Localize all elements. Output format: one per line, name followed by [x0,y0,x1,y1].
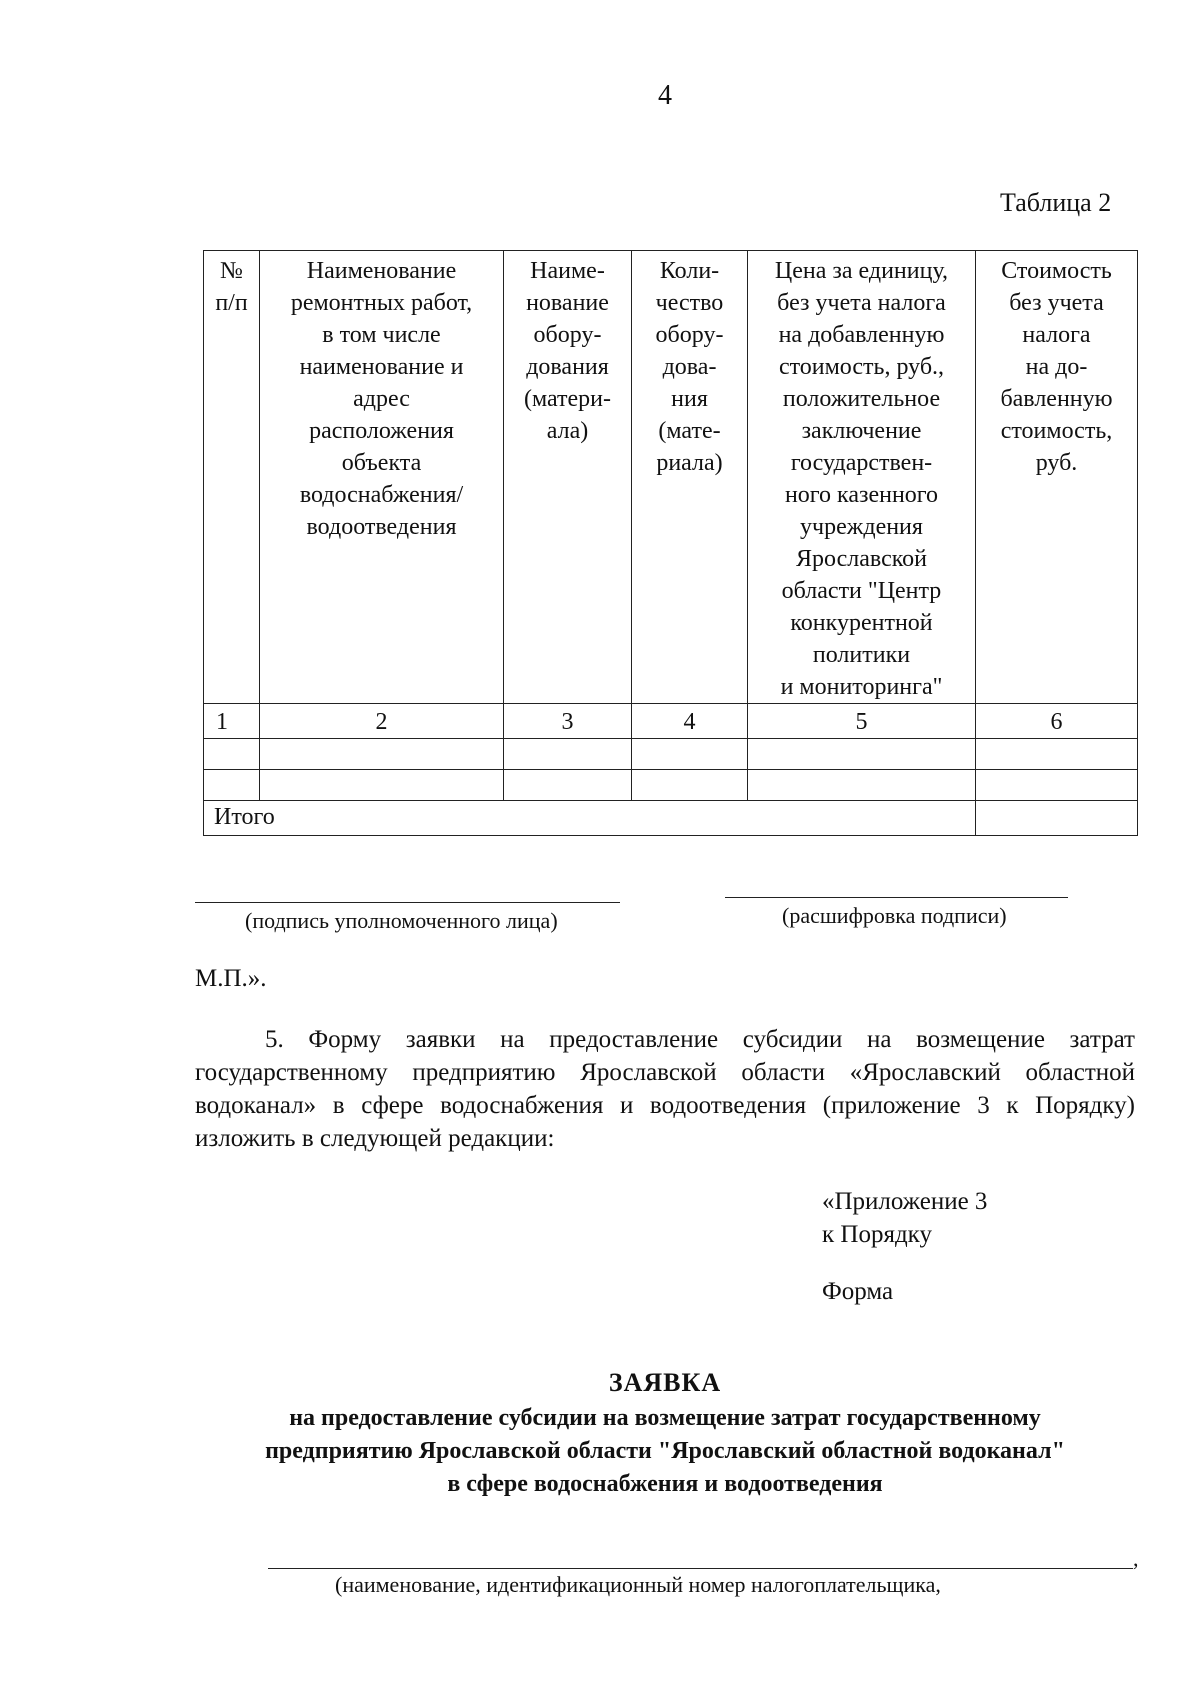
page-number: 4 [658,80,672,111]
column-number: 1 [204,704,260,739]
table-cell [260,739,504,770]
table-cell [504,770,632,801]
appendix-reference [822,1185,987,1251]
column-number-row [204,704,1138,739]
applicant-name-caption: (наименование, идентификационный номер налогоплательщика, [335,1572,941,1597]
amendment-paragraph: 5. Форму заявки на предоставление субсидии на возмещение затрат государственному предприятию Ярославской области «Ярославский областной водоканал» в сфере водоснабжения и водоотведения (приложение 3 к Порядку) изложить в следующей редакции: [195,1026,1135,1152]
column-number: 3 [504,704,632,739]
total-value-cell [976,801,1138,836]
header-cell-works: Наименование ремонтных работ, в том числе наименование и адрес расположения объекта водоснабжения/ водоотведения [260,251,504,704]
application-title: ЗАЯВКА [608,1368,722,1397]
signature-caption: (подпись уполномоченного лица) [245,908,558,933]
table-cell [976,739,1138,770]
applicant-name-line [268,1568,1133,1569]
table-cell [260,770,504,801]
table-caption: Таблица 2 [1000,188,1112,217]
table-cell [976,770,1138,801]
header-cell-cost: Стоимость без учета налога на до- бавленную стоимость, руб. [976,251,1138,704]
signature-decode-caption: (расшифровка подписи) [782,903,1007,928]
header-cell-unit-price: Цена за единицу, без учета налога на добавленную стоимость, руб., положительное заключение государствен- ного казенного учреждения Ярославской области "Центр конкурентной политики и мониторинга" [748,251,976,704]
column-number: 4 [632,704,748,739]
table-cell [504,739,632,770]
line-suffix: , [1133,1546,1139,1571]
header-cell-quantity: Коли- чество обору- дова- ния (мате- риала) [632,251,748,704]
table-cell [632,739,748,770]
appendix-line: «Приложение 3 [822,1188,988,1215]
table-cell [204,770,260,801]
signature-line [195,902,620,903]
table-header-row [204,251,1138,704]
data-table [203,250,1138,836]
table-row-empty [204,739,1138,770]
table-cell [748,739,976,770]
stamp-label: М.П.». [195,965,267,992]
form-label: Форма [822,1278,894,1305]
table-cell [204,739,260,770]
appendix-line: к Порядку [822,1221,932,1248]
total-label: Итого [204,801,976,836]
column-number: 2 [260,704,504,739]
table-cell [632,770,748,801]
signature-decode-line [725,897,1068,898]
header-cell-equipment: Наиме- нование обору- дования (матери- ала) [504,251,632,704]
table-row-empty [204,770,1138,801]
table-total-row [204,801,1138,836]
header-cell-number: № п/п [204,251,260,704]
table-cell [748,770,976,801]
column-number: 6 [976,704,1138,739]
application-subtitle: на предоставление субсидии на возмещение затрат государственному предприятию Ярославской области "Ярославский областной водоканал" в сфере водоснабжения и водоотведения [265,1405,1065,1497]
column-number: 5 [748,704,976,739]
